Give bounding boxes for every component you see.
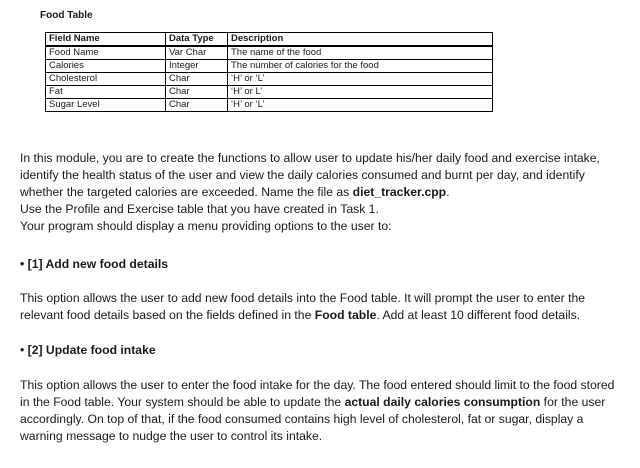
intro-paragraph <box>20 150 625 201</box>
intro-text: In this module, you are to create the functions to allow user to update his/her daily food and exercise intake, identify the health status of the user and view the daily calories consumed and burnt per day, and identify whether the targeted calories are exceeded. Name the file as <box>20 151 600 199</box>
cell-field: Food Name <box>46 46 166 60</box>
cell-type: Integer <box>166 60 228 73</box>
cell-field: Cholesterol <box>46 73 166 86</box>
cell-description: ‘H’ or ‘L’ <box>228 73 493 86</box>
option2-heading: • [2] Update food intake <box>20 343 156 357</box>
cell-field: Fat <box>46 86 166 99</box>
table-row <box>46 99 493 112</box>
header-description: Description <box>228 33 493 47</box>
cell-description: ‘H’ or ‘L’ <box>228 99 493 112</box>
cell-field: Sugar Level <box>46 99 166 112</box>
cell-description: The name of the food <box>228 46 493 60</box>
intro-period: . <box>446 185 450 199</box>
option2-text: This option allows the user to enter the food intake for the day. The food entered should limit to the food stored in the Food table. Your system should be able to update the <box>20 378 615 409</box>
option2-description <box>20 377 625 445</box>
header-field-name: Field Name <box>46 33 166 47</box>
cell-field: Calories <box>46 60 166 73</box>
table-row <box>46 60 493 73</box>
cell-type: Var Char <box>166 46 228 60</box>
option2-text-end: for the user accordingly. On top of that, if the food consumed contains high level of cholesterol, fat or sugar, display a warning message to nudge the user to control its intake. <box>20 395 606 443</box>
option1-heading: • [1] Add new food details <box>20 257 169 271</box>
cell-type: Char <box>166 99 228 112</box>
food-table <box>45 32 493 112</box>
table-header-row <box>46 33 493 47</box>
task-reference: Use the Profile and Exercise table that you have created in Task 1. <box>20 202 379 216</box>
table-row <box>46 73 493 86</box>
option2-emphasis: actual daily calories consumption <box>344 395 541 409</box>
cell-description: The number of calories for the food <box>228 60 493 73</box>
header-data-type: Data Type <box>166 33 228 47</box>
option1-text: This option allows the user to add new food details into the Food table. It will prompt the user to enter the relevant food details based on the fields defined in the <box>20 291 586 322</box>
cell-type: Char <box>166 86 228 99</box>
table-row <box>46 86 493 99</box>
option1-emphasis: Food table <box>314 308 377 322</box>
table-row <box>46 46 493 60</box>
option1-text-end: . Add at least 10 different food details. <box>376 308 581 322</box>
cell-description: ‘H’ or L’ <box>228 86 493 99</box>
filename: diet_tracker.cpp <box>352 185 447 199</box>
intro-section <box>20 150 625 235</box>
option1-description <box>20 290 625 324</box>
table-title: Food Table <box>40 10 93 21</box>
menu-intro: Your program should display a menu providing options to the user to: <box>20 219 392 233</box>
cell-type: Char <box>166 73 228 86</box>
